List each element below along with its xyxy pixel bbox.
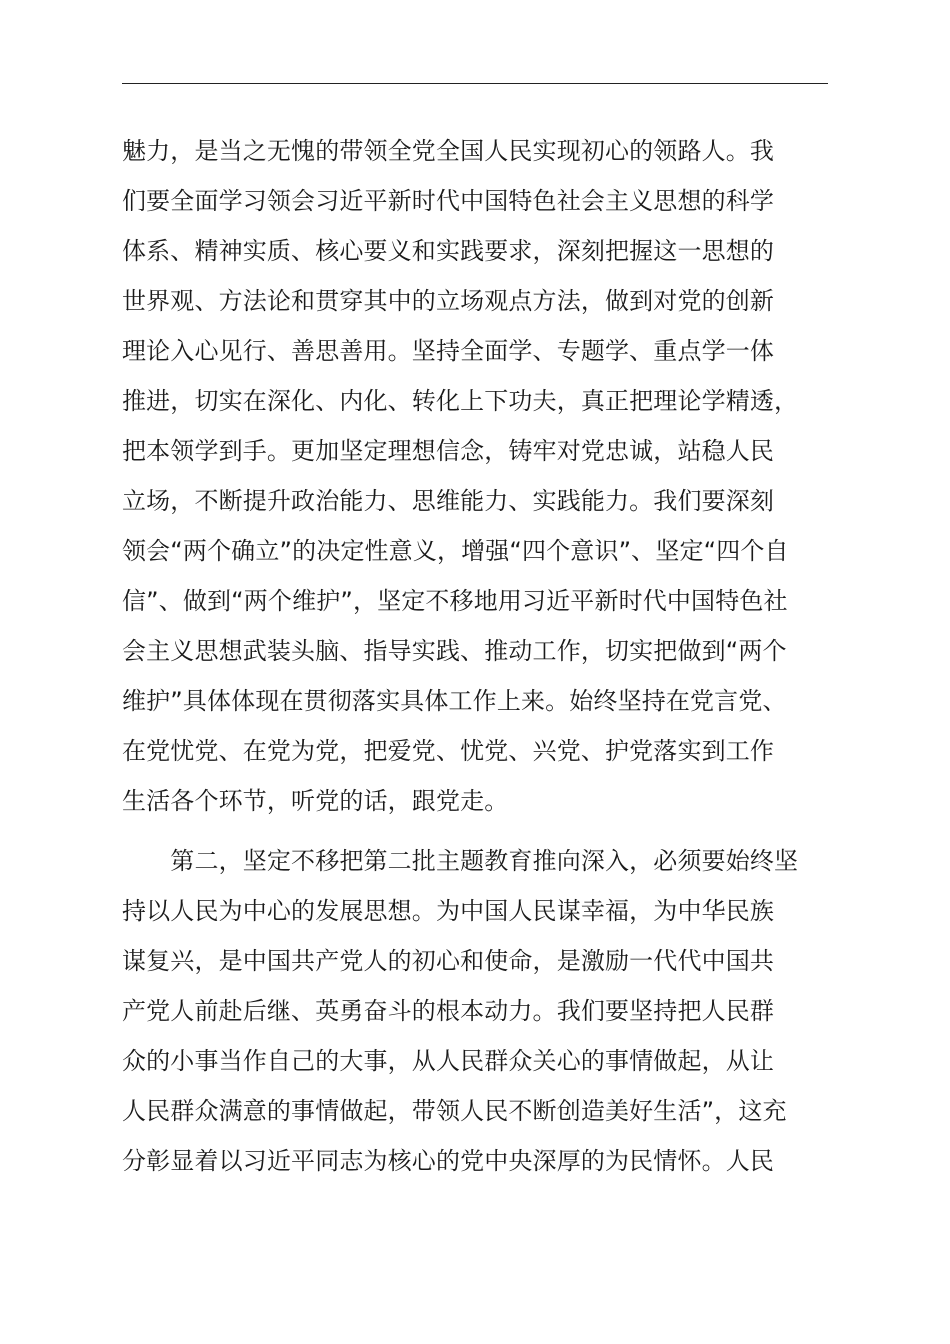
- text-line: 魅力，是当之无愧的带领全党全国人民实现初心的领路人。我: [122, 137, 775, 165]
- text-line: 谋复兴，是中国共产党人的初心和使命，是激励一代代中国共: [122, 947, 775, 975]
- text-line: 立场，不断提升政治能力、思维能力、实践能力。我们要深刻: [122, 487, 775, 515]
- text-line: 会主义思想武装头脑、指导实践、推动工作，切实把做到“两个: [122, 637, 787, 665]
- text-line: 推进，切实在深化、内化、转化上下功夫，真正把理论学精透，: [122, 387, 799, 415]
- document-body: [122, 126, 862, 1186]
- text-line: 体系、精神实质、核心要义和实践要求，深刻把握这一思想的: [122, 237, 775, 265]
- text-line: 生活各个环节，听党的话，跟党走。: [122, 787, 509, 815]
- text-line: 第二，坚定不移把第二批主题教育推向深入，必须要始终坚: [122, 847, 799, 875]
- paragraph-1: [122, 126, 862, 826]
- header-rule: [122, 83, 828, 84]
- text-line: 人民群众满意的事情做起，带领人民不断创造美好生活”，这充: [122, 1097, 787, 1125]
- paragraph-2: [122, 836, 862, 1186]
- text-line: 领会“两个确立”的决定性意义，增强“四个意识”、坚定“四个自: [122, 537, 789, 565]
- text-line: 世界观、方法论和贯穿其中的立场观点方法，做到对党的创新: [122, 287, 775, 315]
- text-line: 产党人前赴后继、英勇奋斗的根本动力。我们要坚持把人民群: [122, 997, 775, 1025]
- text-line: 理论入心见行、善思善用。坚持全面学、专题学、重点学一体: [122, 337, 775, 365]
- paragraph-gap: [122, 826, 862, 836]
- text-line: 众的小事当作自己的大事，从人民群众关心的事情做起，从让: [122, 1047, 775, 1075]
- text-line: 维护”具体体现在贯彻落实具体工作上来。始终坚持在党言党、: [122, 687, 787, 715]
- text-line: 持以人民为中心的发展思想。为中国人民谋幸福，为中华民族: [122, 897, 775, 925]
- text-line: 们要全面学习领会习近平新时代中国特色社会主义思想的科学: [122, 187, 775, 215]
- text-line: 信”、做到“两个维护”，坚定不移地用习近平新时代中国特色社: [122, 587, 788, 615]
- text-line: 在党忧党、在党为党，把爱党、忧党、兴党、护党落实到工作: [122, 737, 775, 765]
- text-line: 把本领学到手。更加坚定理想信念，铸牢对党忠诚，站稳人民: [122, 437, 775, 465]
- text-line: 分彰显着以习近平同志为核心的党中央深厚的为民情怀。人民: [122, 1147, 775, 1175]
